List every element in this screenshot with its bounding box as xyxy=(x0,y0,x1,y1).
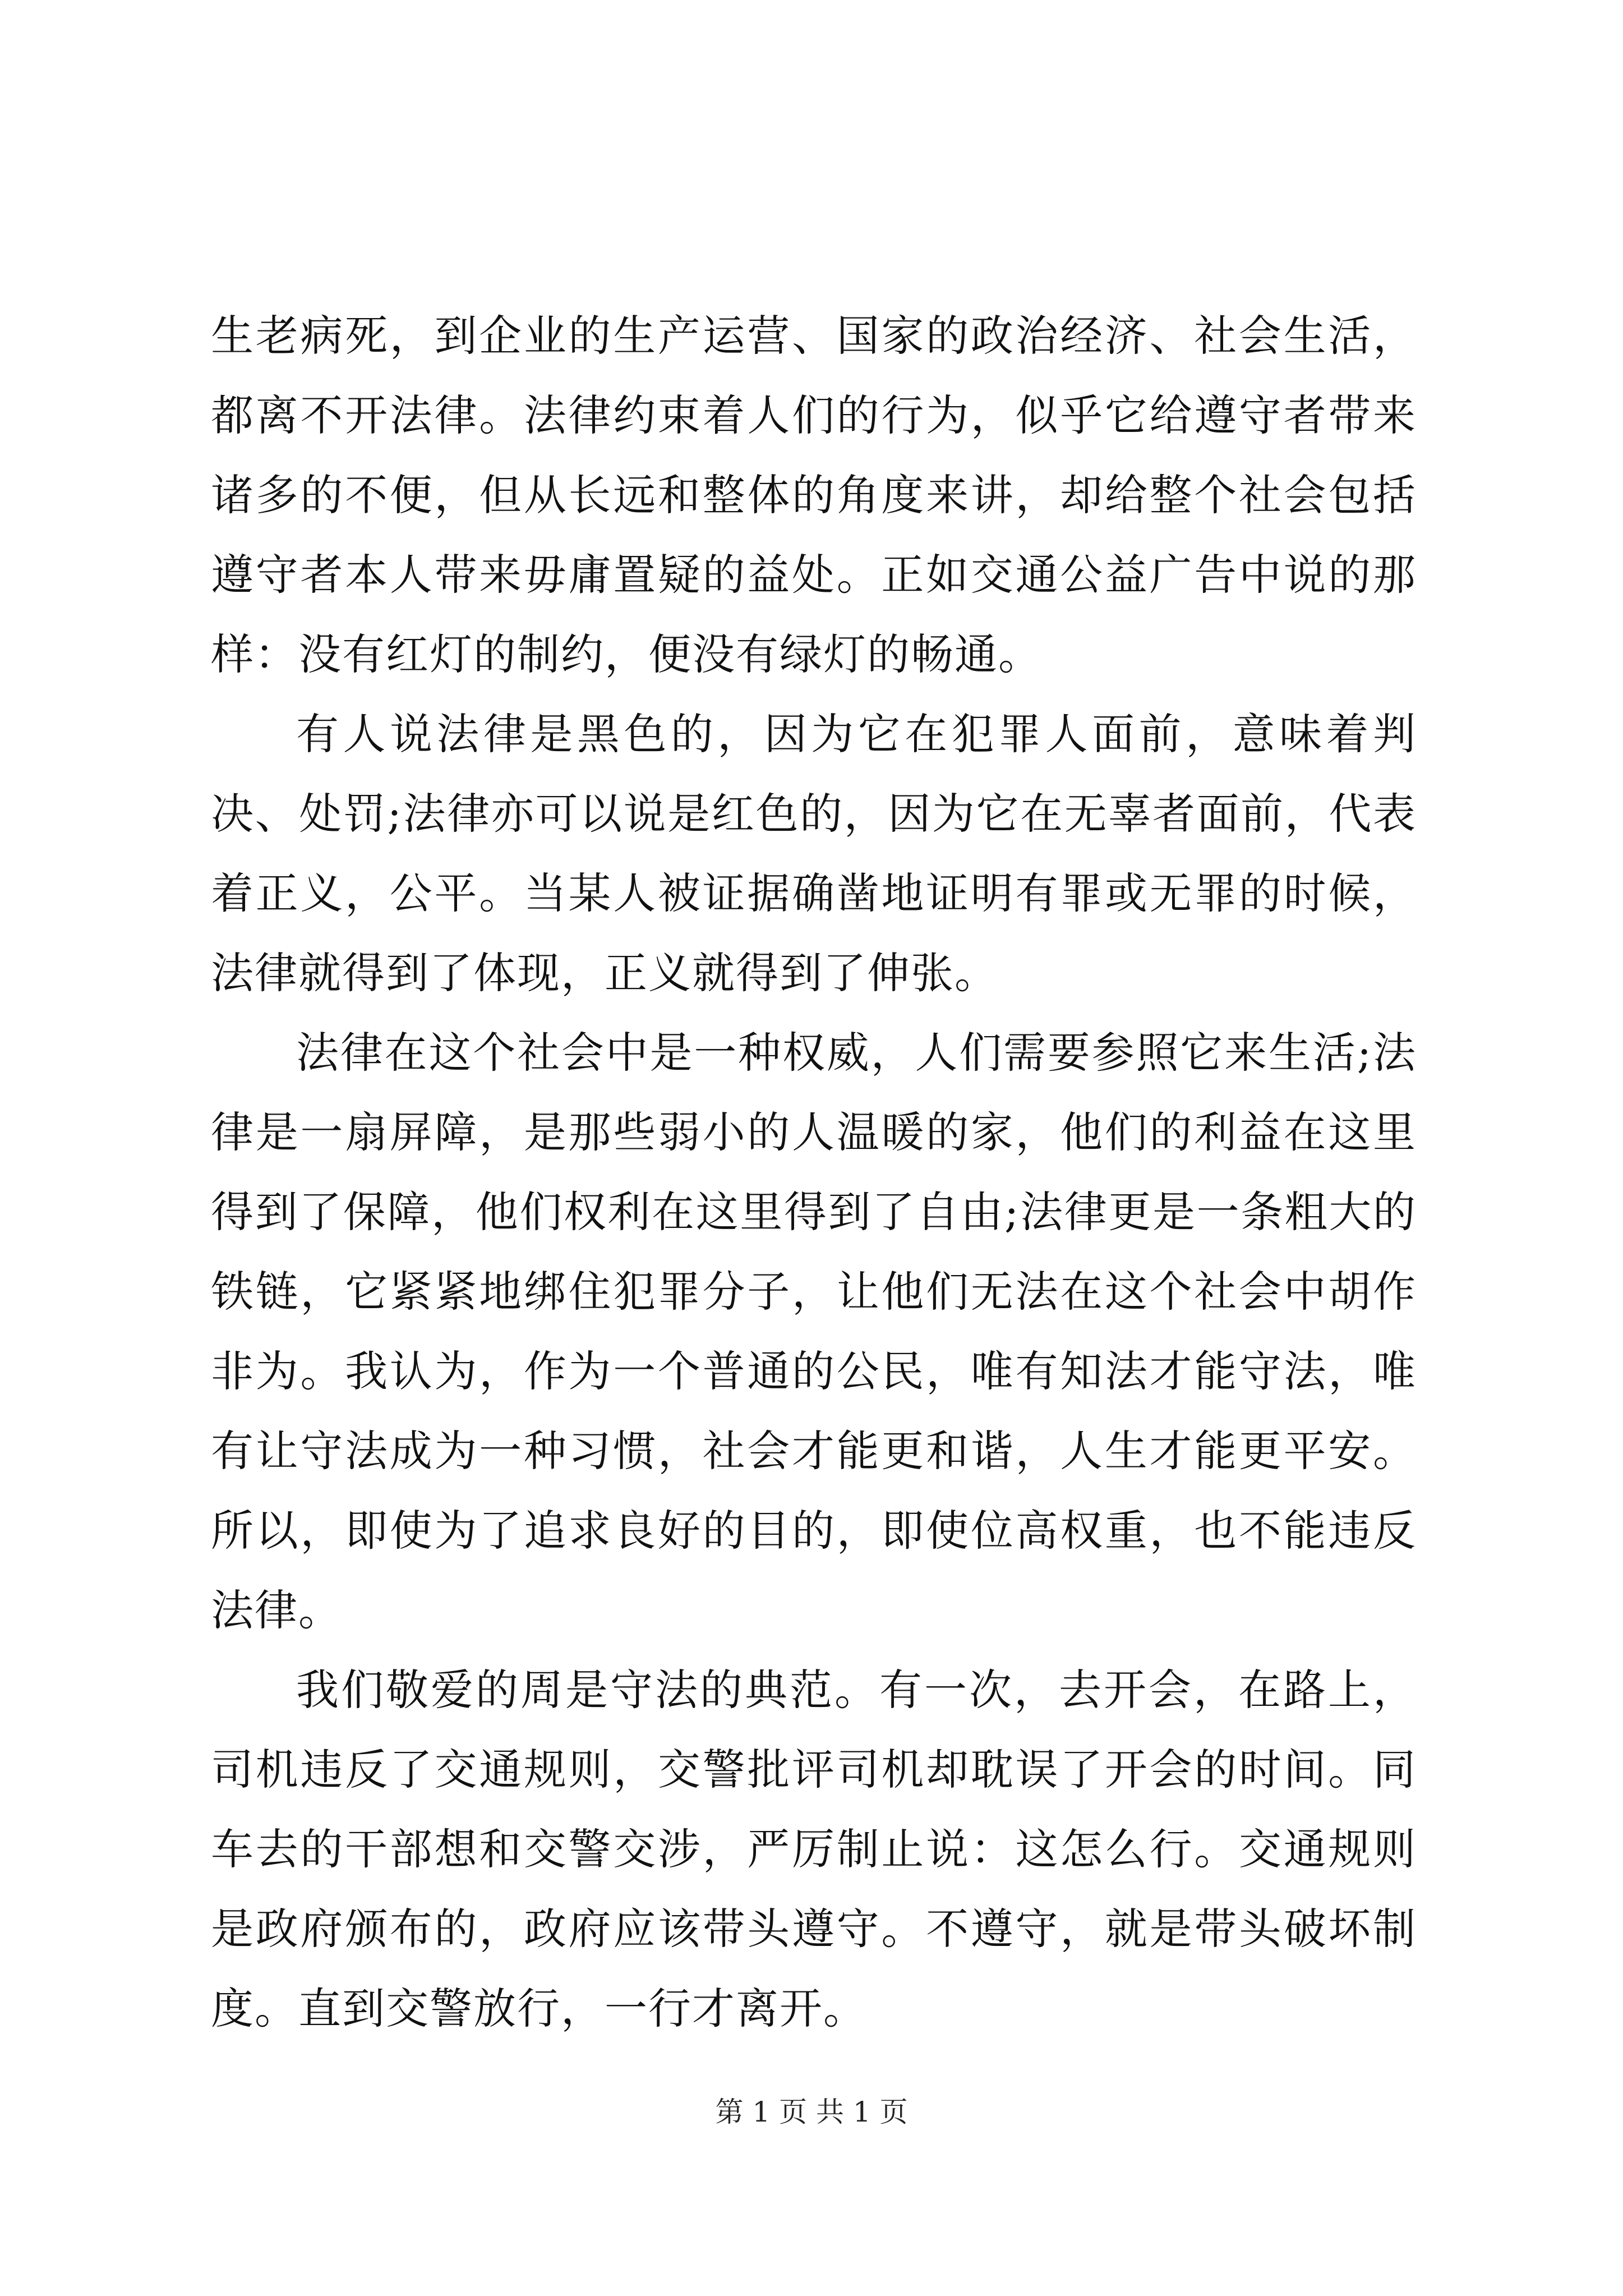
document-body xyxy=(211,296,1417,2049)
page-footer: 第 1 页 共 1 页 xyxy=(715,2096,908,2128)
paragraph-2: 有人说法律是黑色的，因为它在犯罪人面前，意味着判决、处罚;法律亦可以说是红色的，因为它在无辜者面前，代表着正义，公平。当某人被证据确凿地证明有罪或无罪的时候，法律就得到了体现，正义就得到了伸张。 xyxy=(211,709,1417,998)
paragraph-4: 我们敬爱的周是守法的典范。有一次，去开会，在路上，司机违反了交通规则，交警批评司机却耽误了开会的时间。同车去的干部想和交警交涉，严厉制止说：这怎么行。交通规则是政府颁布的，政府应该带头遵守。不遵守，就是带头破坏制度。直到交警放行，一行才离开。 xyxy=(211,1665,1417,2033)
paragraph-1: 生老病死，到企业的生产运营、国家的政治经济、社会生活，都离不开法律。法律约束着人们的行为，似乎它给遵守者带来诸多的不便，但从长远和整体的角度来讲，却给整个社会包括遵守者本人带来毋庸置疑的益处。正如交通公益广告中说的那样：没有红灯的制约，便没有绿灯的畅通。 xyxy=(211,311,1417,679)
paragraph-3: 法律在这个社会中是一种权威，人们需要参照它来生活;法律是一扇屏障，是那些弱小的人温暖的家，他们的利益在这里得到了保障，他们权利在这里得到了自由;法律更是一条粗大的铁链，它紧紧地绑住犯罪分子，让他们无法在这个社会中胡作非为。我认为，作为一个普通的公民，唯有知法才能守法，唯有让守法成为一种习惯，社会才能更和谐，人生才能更平安。所以，即使为了追求良好的目的，即使位高权重，也不能违反法律。 xyxy=(211,1028,1417,1635)
